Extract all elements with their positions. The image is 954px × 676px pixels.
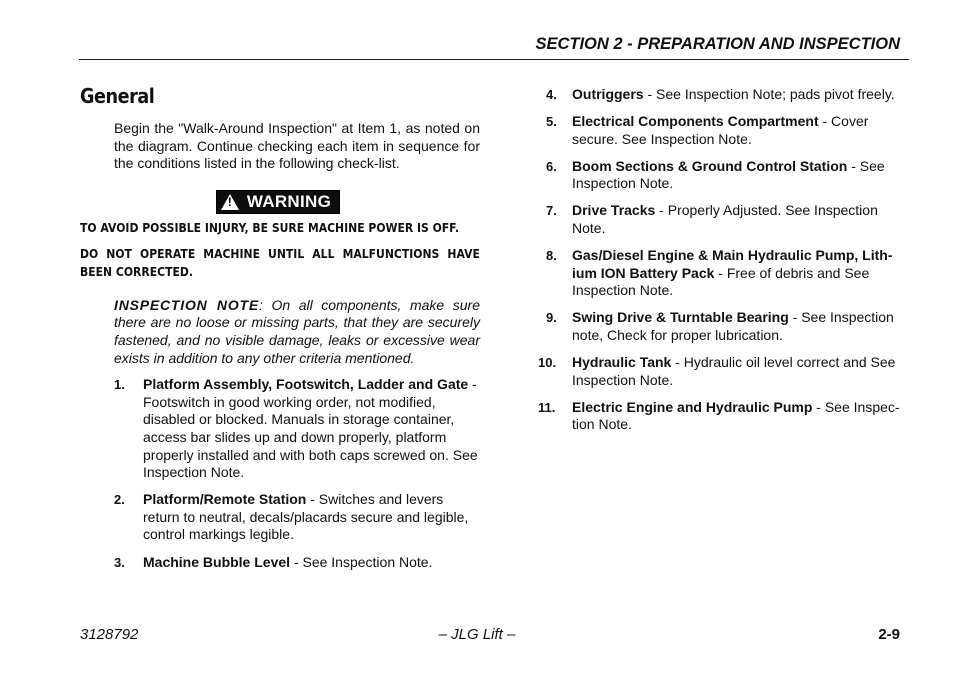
item-title: Outriggers	[572, 86, 644, 102]
checklist-left	[114, 376, 480, 571]
item-title: Drive Tracks	[572, 202, 656, 219]
list-item	[114, 376, 480, 482]
item-number: 2.	[114, 492, 125, 508]
item-text: - Footswitch in good working order, not modified, disabled or blocked. Manuals in storage container, access bar slides up and down properly, platform properly installed and with both caps screwed on. See Inspection Note.	[143, 376, 478, 481]
item-text: - Switches and levers return to neutral, decals/placards secure and legible, control markings legible.	[143, 491, 469, 543]
list-item	[114, 554, 480, 572]
item-text: - See Inspection Note.	[290, 553, 433, 570]
footer-doc-number: 3128792	[80, 626, 139, 643]
warning-label: WARNING	[246, 191, 332, 211]
list-item	[538, 309, 910, 344]
item-number: 6.	[546, 158, 557, 174]
intro-paragraph: Begin the "Walk-Around Inspection" at Item 1, as noted on the diagram. Continue checking each item in sequence for the conditions listed in the following check-list.	[114, 120, 480, 172]
item-title: Electrical Components Compartment	[572, 113, 819, 130]
list-item	[538, 399, 910, 434]
section-title: SECTION 2 - PREPARATION AND INSPECTION	[535, 35, 900, 53]
list-item	[538, 247, 910, 300]
general-heading: General	[80, 84, 155, 108]
item-text: - Cover secure. See Inspection Note.	[572, 113, 869, 147]
warning-banner	[80, 190, 480, 215]
list-item	[538, 113, 910, 148]
inspection-note-text: : On all components, make sure there are no loose or missing parts, that they are securely fastened, and no visible damage, leaks or excessive wear exists in addition to any other criteria mentioned.	[114, 296, 480, 366]
item-title: Boom Sections & Ground Control Station	[572, 157, 848, 174]
checklist-right	[538, 86, 910, 434]
item-number: 4.	[546, 87, 557, 102]
warning-badge	[216, 190, 340, 214]
item-title: Machine Bubble Level	[143, 553, 291, 570]
right-column	[538, 86, 910, 444]
item-title: Swing Drive & Turntable Bearing	[572, 309, 789, 326]
item-text: - See Inspection Note.	[572, 157, 885, 192]
left-column	[80, 84, 480, 581]
list-item	[538, 158, 910, 193]
warning-triangle-icon: !	[221, 194, 239, 210]
item-number: 3.	[114, 554, 125, 570]
item-text: - Hydraulic oil level correct and See Inspection Note.	[572, 354, 896, 388]
item-number: 8.	[546, 248, 557, 264]
warning-text-power: TO AVOID POSSIBLE INJURY, BE SURE MACHINE POWER IS OFF.	[80, 219, 460, 235]
inspection-note-label: INSPECTION NOTE	[114, 296, 260, 313]
list-item	[114, 491, 480, 544]
item-title: Electric Engine and Hydraulic Pump	[572, 398, 813, 415]
list-item	[538, 354, 910, 389]
item-number: 5.	[546, 114, 557, 130]
header-rule	[79, 59, 909, 60]
item-title: Gas/Diesel Engine & Main Hydraulic Pump, Lith-ium ION Battery Pack	[572, 247, 893, 281]
list-item	[538, 86, 910, 104]
item-text: - Free of debris and See Inspection Note.	[572, 264, 870, 299]
item-number: 7.	[546, 203, 557, 219]
warning-text-malfunctions: DO NOT OPERATE MACHINE UNTIL ALL MALFUNCTIONS HAVE BEEN CORRECTED.	[80, 245, 480, 279]
item-number: 11.	[538, 399, 556, 415]
item-number: 10.	[538, 355, 557, 371]
item-text: - See Inspection note, Check for proper lubrication.	[572, 309, 894, 344]
list-item	[538, 202, 910, 237]
item-number: 9.	[546, 310, 557, 326]
item-text: - Properly Adjusted. See Inspection Note.	[572, 202, 878, 237]
item-title: Platform Assembly, Footswitch, Ladder and Gate	[143, 376, 469, 393]
footer-title: – JLG Lift –	[438, 626, 516, 643]
footer-page-number: 2-9	[878, 626, 900, 643]
inspection-note	[114, 297, 480, 367]
item-number: 1.	[114, 377, 125, 393]
item-text: - See Inspection Note; pads pivot freely.	[643, 86, 895, 102]
item-text: - See Inspec-tion Note.	[572, 398, 900, 433]
item-title: Platform/Remote Station	[143, 491, 307, 508]
item-title: Hydraulic Tank	[572, 354, 672, 371]
